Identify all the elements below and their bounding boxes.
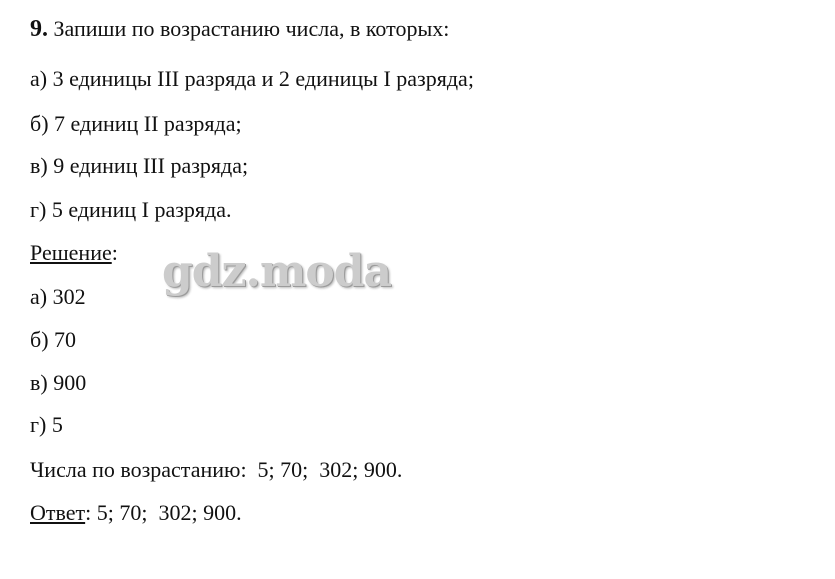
ascending-order: Числа по возрастанию: 5; 70; 302; 900. [30, 457, 403, 482]
task-item-d: г) 5 единиц I разряда. [30, 197, 232, 222]
answer-label: Ответ [30, 500, 86, 525]
solution-answer-a: а) 302 [30, 284, 86, 309]
solution-answer-d: г) 5 [30, 412, 63, 437]
solution-heading [30, 240, 118, 266]
solution-label-suffix: : [111, 240, 118, 265]
task-item-c: в) 9 единиц III разряда; [30, 153, 249, 178]
solution-answer-c: в) 900 [30, 370, 87, 395]
solution-label: Решение [30, 240, 112, 265]
task-heading [30, 16, 449, 42]
answer-text: : 5; 70; 302; 900. [85, 500, 242, 525]
task-item-b: б) 7 единиц II разряда; [30, 111, 242, 136]
watermark-logo: gdz.moda [162, 246, 392, 297]
final-answer [30, 500, 242, 526]
solution-answer-b: б) 70 [30, 327, 77, 352]
task-number: 9. [30, 16, 48, 42]
task-item-a: а) 3 единицы III разряда и 2 единицы I разряда; [30, 66, 474, 91]
task-prompt: Запиши по возрастанию числа, в которых: [53, 16, 450, 41]
